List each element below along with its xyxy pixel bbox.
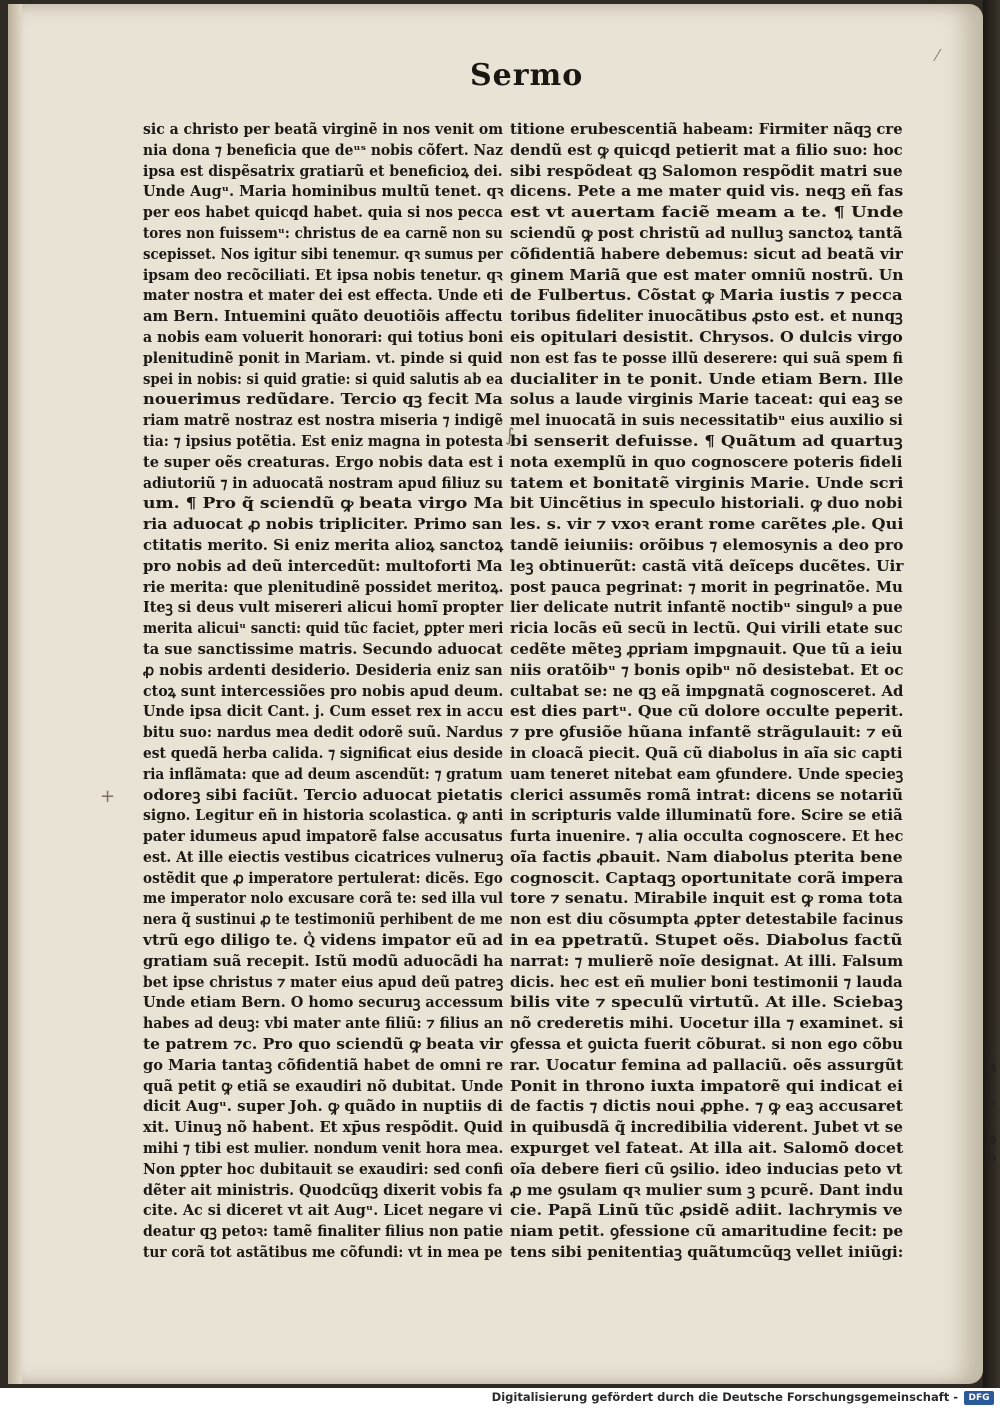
edge-letter: p (986, 1130, 997, 1148)
text-line: tores non fuissemᵘ: christus de ea carnẽ non su (143, 224, 503, 242)
text-line: niis oratõibᵘ ⁊ bonis opibᵘ nõ desistebat. Et oc (510, 661, 904, 679)
text-line: in quibusdã q̃ incredibilia viderent. Jubet vt se (510, 1119, 903, 1137)
text-line: post pauca pegrinat: ⁊ morit in pegrinatõe. Mu (510, 578, 903, 596)
text-line: adiutoriũ ⁊ in aduocatã nostram apud filiuz su (143, 474, 504, 492)
text-line: plenitudinẽ ponit in Mariam. vt. pinde si quid (143, 349, 503, 367)
text-line: pater idumeus apud impatorẽ false accusatus (143, 828, 503, 846)
text-line: sic a christo per beatã virginẽ in nos venit om (143, 121, 504, 138)
text-line: tore ⁊ senatu. Mirabile inquit est ꝙ roma tota (510, 890, 903, 908)
text-line: dicit Augᵘ. super Joh. ꝙ quãdo in nuptiis di (143, 1098, 503, 1116)
text-line: cite. Ac si diceret vt ait Augᵘ. Licet negare vi (143, 1202, 503, 1220)
text-line: ginem Mariã que est mater omniũ nostrũ. Un (510, 266, 904, 284)
text-line: est. At ille eiectis vestibus cicatrices vulneruꝫ (143, 848, 504, 866)
text-line: ctitatis merito. Si eniz merita alioꝝ sanctoꝝ (143, 536, 504, 554)
text-line: mater nostra et mater dei est effecta. Unde eti (143, 287, 504, 305)
text-line: tur corã tot astãtibus me cõfundi: vt in mea pe (143, 1244, 503, 1262)
text-line: uam teneret nitebat eam ꝯfundere. Unde specieꝫ (510, 765, 904, 783)
text-line: gratiam suã recepit. Istũ modũ aduocãdi ha (143, 952, 504, 970)
marginal-cross-icon: + (100, 786, 116, 807)
text-line: xit. Uinuꝫ nõ habent. Et xp̄us respõdit. Quid (143, 1119, 503, 1137)
funding-credit: Digitalisierung gefördert durch die Deutsche Forschungsgemeinschaft - (491, 1390, 958, 1404)
text-line: am Bern. Intuemini quãto deuotiõis affectu (143, 308, 503, 326)
text-line: tatem et bonitatẽ virginis Marie. Unde scri (510, 474, 904, 492)
marginal-bracket-icon: ∫ (505, 425, 515, 446)
text-line: solus a laude virginis Marie taceat: qui eaꝫ se (510, 391, 904, 409)
text-line: nõ crederetis mihi. Uocetur illa ⁊ examinet. si (510, 1015, 904, 1033)
text-line: cõfidentiã habere debemus: sicut ad beatã vir (510, 245, 903, 263)
text-line: ꝓ me ꝯsulam qꝛ mulier sum ꝫ pcurẽ. Dant indu (510, 1181, 904, 1199)
text-line: cognoscit. Captaqꝫ oportunitate corã impera (510, 869, 904, 887)
text-line: cie. Papã Linũ tũc ꝓsidẽ adiit. lachrymis ve (510, 1202, 903, 1220)
text-line: de Fulbertus. Cõstat ꝙ Maria iustis ⁊ pecca (510, 287, 903, 305)
text-line: rie merita: que plenitudinẽ possidet meritoꝝ. (143, 578, 504, 596)
text-column-left (143, 120, 513, 1264)
text-line: Unde etiam Bern. O homo securuꝫ accessum (143, 994, 504, 1012)
text-line: sibi respõdeat qꝫ Salomon respõdit matri sue (510, 162, 903, 180)
text-line: Unde Augᵘ. Maria hominibus multũ tenet. qꝛ (143, 183, 504, 201)
next-page-edge-text (986, 1040, 1000, 1166)
text-line: a nobis eam voluerit honorari: qui totius boni (143, 328, 504, 346)
text-line: ostẽdit que ꝓ imperatore pertulerat: dicẽs. Ego (143, 869, 503, 887)
text-line: narrat: ⁊ mulierẽ noĩe designat. At illi. Falsum (510, 952, 904, 970)
edge-letter: e (986, 1094, 996, 1112)
text-line: deatur qꝫ petoꝛ: tamẽ finaliter filius non patie (143, 1223, 504, 1241)
text-column-right (510, 120, 910, 1264)
text-line: clerici assumẽs romã intrat: dicens se notariũ (510, 786, 904, 804)
edge-letter: n (986, 1058, 997, 1076)
text-line: dicens. Pete a me mater quid vis. neqꝫ eñ fas (510, 183, 904, 201)
text-line: te super oẽs creaturas. Ergo nobis data est i (143, 453, 504, 471)
text-line: Non ꝑpter hoc dubitauit se exaudiri: sed confi (143, 1160, 504, 1178)
page-edge (8, 4, 22, 1384)
text-line: rar. Uocatur femina ad pallaciũ. oẽs assurgũt (510, 1056, 904, 1074)
text-line: titione erubescentiã habeam: Firmiter nãqꝫ cre (510, 121, 903, 138)
text-line: in ea ppetratũ. Stupet oẽs. Diabolus factũ (510, 932, 903, 950)
text-line: toribus fideliter inuocãtibus ꝓsto est. et nunqꝫ (510, 308, 903, 326)
text-line: eis opitulari desistit. Chrysos. O dulcis virgo (510, 328, 903, 346)
text-line: non est fas te posse illũ deserere: qui suã spem fi (510, 349, 904, 367)
text-line: bi senserit defuisse. ¶ Quãtum ad quartuꝫ (510, 432, 903, 450)
text-line: nia dona ⁊ beneficia que deᵘˢ nobis cõfert. Naz (143, 141, 503, 159)
text-line: bit Uincẽtius in speculo historiali. ꝙ duo nobi (510, 495, 903, 513)
text-line: in cloacã piecit. Quã cũ diabolus in aĩa sic capti (510, 744, 903, 762)
text-line: sciendũ ꝙ post christũ ad nulluꝫ sanctoꝝ tantã (510, 224, 903, 242)
text-line: tia: ⁊ ipsius potẽtia. Est eniz magna in potesta (143, 432, 504, 450)
text-line: um. ¶ Pro q̃ sciendũ ꝙ beata virgo Ma (143, 495, 504, 513)
text-line: me imperator nolo excusare corã te: sed illa vul (143, 890, 504, 908)
dfg-logo-icon: DFG (964, 1391, 994, 1405)
text-line: merita alicuiᵘ sancti: quid tũc faciet, ꝑpter meri (143, 620, 504, 638)
text-line: pro nobis ad deũ intercedũt: multoforti Ma (143, 557, 503, 575)
edge-letter: l (986, 1076, 992, 1094)
text-line: oĩa debere fieri cũ ꝯsilio. ideo inducias peto vt (510, 1160, 903, 1178)
text-line: oĩa factis ꝓbauit. Nam diabolus pterita bene (510, 848, 903, 866)
text-line: tandẽ ieiuniis: orõibus ⁊ elemosynis a deo pro (510, 536, 904, 554)
text-line: est quedã herba calida. ⁊ significat eius deside (143, 744, 503, 762)
text-line: est vt auertam faciẽ meam a te. ¶ Unde (510, 204, 904, 222)
text-line: nouerimus redũdare. Tercio qꝫ fecit Ma (143, 391, 503, 409)
text-line: dẽter ait ministris. Quodcũqꝫ dixerit vobis fa (143, 1181, 503, 1199)
running-header: Sermo (470, 58, 584, 93)
text-line: expurget vel fateat. At illa ait. Salomõ docet (510, 1140, 904, 1158)
text-line: Ponit in throno iuxta impatorẽ qui indicat ei (510, 1077, 904, 1095)
text-line: signo. Legitur eñ in historia scolastica. ꝙ anti (143, 807, 504, 825)
text-line: dendũ est ꝙ quicqd petierit mat a filio suo: hoc (510, 141, 903, 159)
text-line: non est diu cõsumpta ꝓpter detestabile facinus (510, 911, 904, 929)
text-line: de factis ⁊ dictis noui ꝓphe. ⁊ ꝙ eaꝫ accusaret (510, 1098, 903, 1116)
text-line: furta inuenire. ⁊ alia occulta cognoscere. Et hec (510, 828, 904, 846)
text-line: bilis vite ⁊ speculũ virtutũ. At ille. Sciebaꝫ (510, 994, 903, 1012)
edge-letter: b (986, 1148, 997, 1166)
text-line: mel inuocatã in suis necessitatibᵘ eius auxilio si (510, 412, 903, 430)
text-line: bitu suo: nardus mea dedit odorẽ suũ. Nardus (143, 724, 503, 742)
text-line: in scripturis valde illuminatũ fore. Scire se etiã (510, 807, 903, 825)
text-line: go Maria tantaꝫ cõfidentiã habet de omni re (143, 1056, 504, 1074)
text-line: est dies partᵘ. Que cũ dolore occulte peperit. (510, 703, 904, 721)
text-line: Iteꝫ si deus vult misereri alicui homĩ propter (143, 599, 504, 617)
text-line: riam matrẽ nostraz est nostra miseria ⁊ indigẽ (143, 412, 504, 430)
text-line: ta sue sanctissime matris. Secundo aduocat (143, 640, 503, 658)
text-line: ria aduocat ꝓ nobis tripliciter. Primo san (143, 516, 503, 534)
text-line: ricia locãs eũ secũ in lectũ. Qui virili etate suc (510, 620, 903, 638)
text-line: spei in nobis: si quid gratie: si quid salutis ab ea (143, 370, 504, 388)
text-line: tens sibi penitentiaꝫ quãtumcũqꝫ vellet iniũgi: (510, 1244, 904, 1262)
text-line: Unde ipsa dicit Cant. j. Cum esset rex in accu (143, 703, 504, 721)
text-line: cultabat se: ne qꝫ eã impgnatã cognosceret. Ad (510, 682, 904, 700)
text-line: per eos habet quicqd habet. quia si nos pecca (143, 204, 503, 222)
text-line: mihi ⁊ tibi est mulier. nondum venit hora mea. (143, 1140, 504, 1158)
text-line: lier delicate nutrit infantẽ noctibᵘ singulꝰ a pue (510, 599, 903, 617)
edge-letter: t (986, 1040, 993, 1058)
text-line: ipsa est dispẽsatrix gratiarũ et beneficioꝝ dei. (143, 162, 503, 180)
edge-letter: t (986, 1112, 993, 1130)
text-line: ducialiter in te ponit. Unde etiam Bern. Ille (510, 370, 904, 388)
text-line: bet ipse christus ⁊ mater eius apud deũ patreꝫ (143, 973, 504, 991)
text-line: les. s. vir ⁊ vxoꝛ erant rome carẽtes ꝓle. Qui (510, 516, 904, 534)
text-line: nera q̃ sustinui ꝓ te testimoniũ perhibent de me (143, 911, 503, 929)
text-line: ipsam deo recõciliati. Et ipsa nobis tenetur. qꝛ (143, 266, 503, 284)
text-line: cedẽte mẽteꝫ ꝓpriam impgnauit. Que tũ a ieiu (510, 640, 903, 658)
text-line: scepisset. Nos igitur sibi tenemur. qꝛ sumus per (143, 245, 503, 263)
footer-bar (0, 1388, 1000, 1409)
text-line: odoreꝫ sibi faciũt. Tercio aduocat pietatis (143, 786, 503, 804)
text-line: dicis. hec est eñ mulier boni testimonii ⁊ lauda (510, 973, 903, 991)
text-line: habes ad deuꝫ: vbi mater ante filiũ: ⁊ filius an (143, 1015, 504, 1033)
text-line: quã petit ꝙ etiã se exaudiri nõ dubitat. Unde (143, 1077, 504, 1095)
text-line: leꝫ obtinuerũt: castã vitã deĩceps ducẽtes. Uir (510, 557, 904, 575)
pencil-mark-icon: ⁄ (936, 46, 939, 65)
text-line: nota exemplũ in quo cognoscere poteris fideli (510, 453, 903, 471)
text-line: ꝯfessa et ꝯuicta fuerit cõburat. si non ego cõbu (510, 1036, 903, 1054)
text-line: vtrũ ego diligo te. Q͛ videns impator eũ ad (143, 932, 504, 950)
text-line: ctoꝝ sunt intercessiões pro nobis apud deum. (143, 682, 504, 700)
text-line: ꝓ nobis ardenti desiderio. Desideria eniz san (143, 661, 503, 679)
text-line: ria inflãmata: que ad deum ascendũt: ⁊ gratum (143, 765, 503, 783)
text-line: te patrem ⁊c. Pro quo sciendũ ꝙ beata vir (143, 1036, 503, 1054)
text-line: ⁊ pre ꝯfusiõe hũana infantẽ strãgulauit: ⁊ eũ (510, 724, 903, 742)
text-line: niam petit. ꝯfessione cũ amaritudine fecit: pe (510, 1223, 904, 1241)
